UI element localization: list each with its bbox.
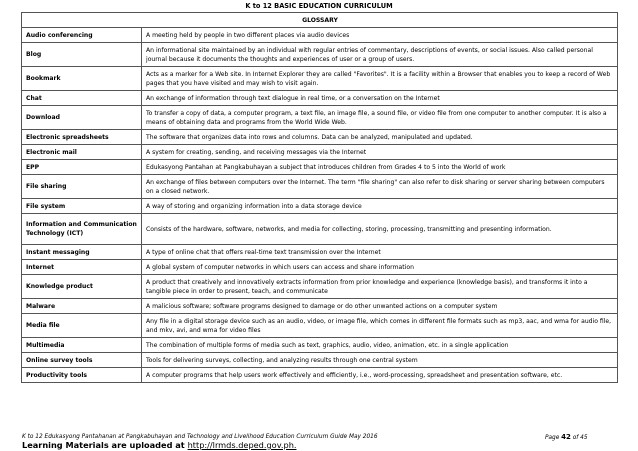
glossary-definition: A product that creatively and innovatively extracts information from prior knowledge and experience (knowledge basis), and transforms it into a tangible piece in order to present, teach, and communicate (142, 275, 618, 299)
glossary-heading: GLOSSARY (22, 13, 618, 28)
glossary-term: Malware (22, 299, 142, 314)
table-row (22, 67, 618, 91)
glossary-term: Download (22, 106, 142, 130)
glossary-term: EPP (22, 160, 142, 175)
table-row (22, 368, 618, 383)
table-row (22, 130, 618, 145)
upload-link[interactable]: http://lrmds.deped.gov.ph. (187, 440, 297, 450)
glossary-term: Instant messaging (22, 245, 142, 260)
glossary-term: Media file (22, 314, 142, 338)
glossary-term: Multimedia (22, 338, 142, 353)
glossary-definition: A computer programs that help users work effectively and efficiently, i.e., word-processing, spreadsheet and presentation software, etc. (142, 368, 618, 383)
page-number: 42 (561, 433, 571, 441)
glossary-term: File system (22, 199, 142, 214)
glossary-definition: Any file in a digital storage device such as an audio, video, or image file, which comes in different file formats such as mp3, aac, and wma for audio file, and mkv, avi, and wma for video files (142, 314, 618, 338)
glossary-term: Information and Communication Technology (ICT) (22, 214, 142, 245)
glossary-term: Productivity tools (22, 368, 142, 383)
glossary-table (21, 12, 618, 383)
glossary-term: Blog (22, 43, 142, 67)
table-row (22, 338, 618, 353)
page-indicator (545, 433, 588, 442)
table-row (22, 353, 618, 368)
glossary-definition: Tools for delivering surveys, collecting, and analyzing results through one central system (142, 353, 618, 368)
glossary-term: Bookmark (22, 67, 142, 91)
glossary-term: Electronic mail (22, 145, 142, 160)
table-row (22, 199, 618, 214)
glossary-term: Knowledge product (22, 275, 142, 299)
upload-text: Learning Materials are uploaded at (22, 440, 185, 450)
table-row (22, 260, 618, 275)
glossary-definition: A global system of computer networks in which users can access and share information (142, 260, 618, 275)
glossary-definition: A malicious software; software programs designed to damage or do other unwanted actions on a computer system (142, 299, 618, 314)
glossary-definition: To transfer a copy of data, a computer program, a text file, an image file, a sound file, or video file from one computer to another computer. It is also a means of obtaining data and programs from the World Wide Web. (142, 106, 618, 130)
glossary-term: Audio conferencing (22, 28, 142, 43)
glossary-term: Internet (22, 260, 142, 275)
glossary-definition: The combination of multiple forms of media such as text, graphics, audio, video, animation, etc. in a single application (142, 338, 618, 353)
glossary-definition: A way of storing and organizing information into a data storage device (142, 199, 618, 214)
table-row (22, 160, 618, 175)
glossary-definition: A system for creating, sending, and receiving messages via the Internet (142, 145, 618, 160)
glossary-term: Chat (22, 91, 142, 106)
table-row (22, 214, 618, 245)
glossary-definition: Edukasyong Pantahan at Pangkabuhayan a subject that introduces children from Grades 4 to 5 into the World of work (142, 160, 618, 175)
glossary-term: File sharing (22, 175, 142, 199)
table-row (22, 299, 618, 314)
glossary-term: Online survey tools (22, 353, 142, 368)
footer-upload-note (22, 440, 297, 451)
glossary-definition: Acts as a marker for a Web site. In Internet Explorer they are called "Favorites". It is a facility within a Browser that enables you to keep a record of Web pages that you have visited and may wish to visit again. (142, 67, 618, 91)
glossary-term: Electronic spreadsheets (22, 130, 142, 145)
table-row (22, 145, 618, 160)
glossary-definition: A type of online chat that offers real-time text transmission over the Internet (142, 245, 618, 260)
table-row (22, 43, 618, 67)
page-suffix: of 45 (572, 435, 588, 441)
glossary-definition: An exchange of files between computers over the Internet. The term "file sharing" can also refer to disk sharing or server sharing between computers on a closed network. (142, 175, 618, 199)
table-row (22, 314, 618, 338)
table-row (22, 106, 618, 130)
glossary-definition: An informational site maintained by an individual with regular entries of commentary, descriptions of events, or social issues. Also called personal journal because it documents the thoughts and experiences of user or a group of users. (142, 43, 618, 67)
table-row (22, 175, 618, 199)
footer-guide-text: K to 12 Edukasyong Pantahanan at Pangkabuhayan and Technology and Livelihood Education Curriculum Guide May 2016 (22, 434, 378, 440)
table-row (22, 91, 618, 106)
table-row (22, 275, 618, 299)
document-title: K to 12 BASIC EDUCATION CURRICULUM (245, 2, 393, 10)
glossary-definition: The software that organizes data into rows and columns. Data can be analyzed, manipulated and updated. (142, 130, 618, 145)
glossary-definition: Consists of the hardware, software, networks, and media for collecting, storing, processing, transmitting and presenting information. (142, 214, 618, 245)
glossary-definition: A meeting held by people in two different places via audio devices (142, 28, 618, 43)
table-row (22, 28, 618, 43)
glossary-definition: An exchange of information through text dialogue in real time, or a conversation on the Internet (142, 91, 618, 106)
table-row (22, 245, 618, 260)
page-prefix: Page (545, 435, 560, 441)
